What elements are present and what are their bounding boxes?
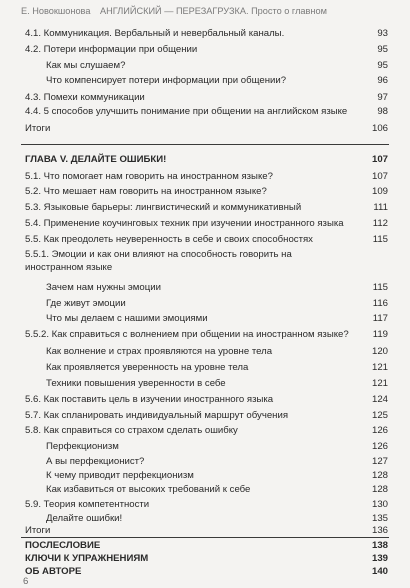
toc-entry <box>46 484 388 495</box>
toc-entry-page: 106 <box>371 123 388 134</box>
toc-entry-title: К чему приводит перфекционизм <box>46 470 194 481</box>
toc-entry-page: 107 <box>371 171 388 182</box>
toc-entry-page: 109 <box>371 186 388 197</box>
toc-entry-page: 139 <box>371 553 388 564</box>
toc-entry-title: 5.9. Теория компетентности <box>25 499 150 510</box>
toc-entry-page: 121 <box>371 378 388 389</box>
toc-entry-title: 5.7. Как спланировать индивидуальный маршрут обучения <box>25 410 289 421</box>
toc-entry-page: 97 <box>377 92 388 103</box>
toc-entry-title: 5.4. Применение коучинговых техник при изучении иностранного языка <box>25 218 344 229</box>
toc-entry-page: 138 <box>371 540 388 551</box>
toc-entry-page: 128 <box>371 470 388 481</box>
toc-entry-page: 112 <box>372 218 388 229</box>
toc-entry-title: 5.2. Что мешает нам говорить на иностранном языке? <box>25 186 267 197</box>
toc-entry-page: 111 <box>373 202 388 213</box>
toc-entry-page: 126 <box>371 441 388 452</box>
toc-entry-title: 5.8. Как справиться со страхом сделать ошибку <box>25 425 238 436</box>
toc-entry-title: Как мы слушаем? <box>46 60 126 71</box>
toc-entry-title: 5.5. Как преодолеть неуверенность в себе и своих способностях <box>25 234 313 245</box>
toc-entry-page: 98 <box>377 106 388 117</box>
toc-entry-title: КЛЮЧИ К УПРАЖНЕНИЯМ <box>25 553 149 564</box>
toc-entry <box>25 499 388 510</box>
toc-entry-title: 5.5.1. Эмоции и как они влияют на способность говорить на иностранном языке <box>25 249 292 273</box>
toc-entry-page: 128 <box>371 484 388 495</box>
toc-entry <box>25 525 388 536</box>
toc-entry-title: 5.6. Как поставить цель в изучении иностранного языка <box>25 394 274 405</box>
toc-entry-title: 4.2. Потери информации при общении <box>25 44 198 55</box>
toc-entry-page: 107 <box>371 154 388 165</box>
toc-entry-title: 4.3. Помехи коммуникации <box>25 92 145 103</box>
toc-entry-title: Как избавиться от высоких требований к себе <box>46 484 251 495</box>
toc-entry-page: 95 <box>377 60 388 71</box>
toc-entry-page: 119 <box>372 329 388 340</box>
toc-backmatter-entry <box>25 566 388 577</box>
toc-entry-title: 5.1. Что помогает нам говорить на иностранном языке? <box>25 171 273 182</box>
toc-entry-page: 136 <box>371 525 388 536</box>
toc-backmatter-entry <box>25 553 388 564</box>
toc-entry-title: 5.5.2. Как справиться с волнением при общении на иностранном языке? <box>25 329 349 340</box>
toc-entry-title: 4.1. Коммуникация. Вербальный и невербальный каналы. <box>25 28 285 39</box>
toc-entry-title: Техники повышения уверенности в себе <box>46 378 226 389</box>
toc-entry-title: ОБ АВТОРЕ <box>25 566 82 577</box>
toc-backmatter-entry <box>25 540 388 551</box>
toc-entry-title: Что компенсирует потери информации при общении? <box>46 75 287 86</box>
toc-entry-title: А вы перфекционист? <box>46 456 145 467</box>
toc-entry <box>46 513 388 524</box>
page-number: 6 <box>23 576 29 587</box>
toc-entry-page: 115 <box>372 234 388 245</box>
toc-entry-title: Где живут эмоции <box>46 298 126 309</box>
toc-entry-page: 124 <box>371 394 388 405</box>
toc-entry-title: ГЛАВА V. ДЕЛАЙТЕ ОШИБКИ! <box>25 154 167 165</box>
toc-entry-title: Итоги <box>25 123 51 134</box>
toc-entry <box>46 470 388 481</box>
toc-entry-title: ПОСЛЕСЛОВИЕ <box>25 540 101 551</box>
toc-entry-page: 120 <box>371 346 388 357</box>
toc-entry-title: Как волнение и страх проявляются на уровне тела <box>46 346 273 357</box>
toc-entry-page: 121 <box>371 362 388 373</box>
toc-entry-page: 96 <box>377 75 388 86</box>
toc-entry-page: 135 <box>371 513 388 524</box>
toc-entry-title: Итоги <box>25 525 51 536</box>
toc-entry-page: 130 <box>371 499 388 510</box>
header-author: Е. Новокшонова <box>21 6 91 16</box>
toc-entry <box>46 441 388 452</box>
header-book-title: АНГЛИЙСКИЙ — ПЕРЕЗАГРУЗКА. Просто о главном <box>100 6 327 16</box>
toc-entry-page: 126 <box>371 425 388 436</box>
toc-entry-page: 125 <box>371 410 388 421</box>
toc-entry-title: Что мы делаем с нашими эмоциями <box>46 313 208 324</box>
toc-entry <box>46 456 388 467</box>
toc-entry-title: Делайте ошибки! <box>46 513 123 524</box>
toc-entry-page: 93 <box>377 28 388 39</box>
toc-entry-page: 116 <box>372 298 388 309</box>
toc-entry-page: 95 <box>377 44 388 55</box>
toc-entry-page: 140 <box>371 566 388 577</box>
toc-entry-page: 117 <box>372 313 388 324</box>
toc-entry-page: 127 <box>371 456 388 467</box>
toc-entry-page: 115 <box>372 282 388 293</box>
toc-entry-title: Как проявляется уверенность на уровне тела <box>46 362 249 373</box>
toc-entry-title: Зачем нам нужны эмоции <box>46 282 161 293</box>
toc-entry-title: Перфекционизм <box>46 441 119 452</box>
toc-entry-title: 5.3. Языковые барьеры: лингвистический и коммуникативный <box>25 202 302 213</box>
toc-entry-title: 4.4. 5 способов улучшить понимание при общении на английском языке <box>25 106 348 117</box>
